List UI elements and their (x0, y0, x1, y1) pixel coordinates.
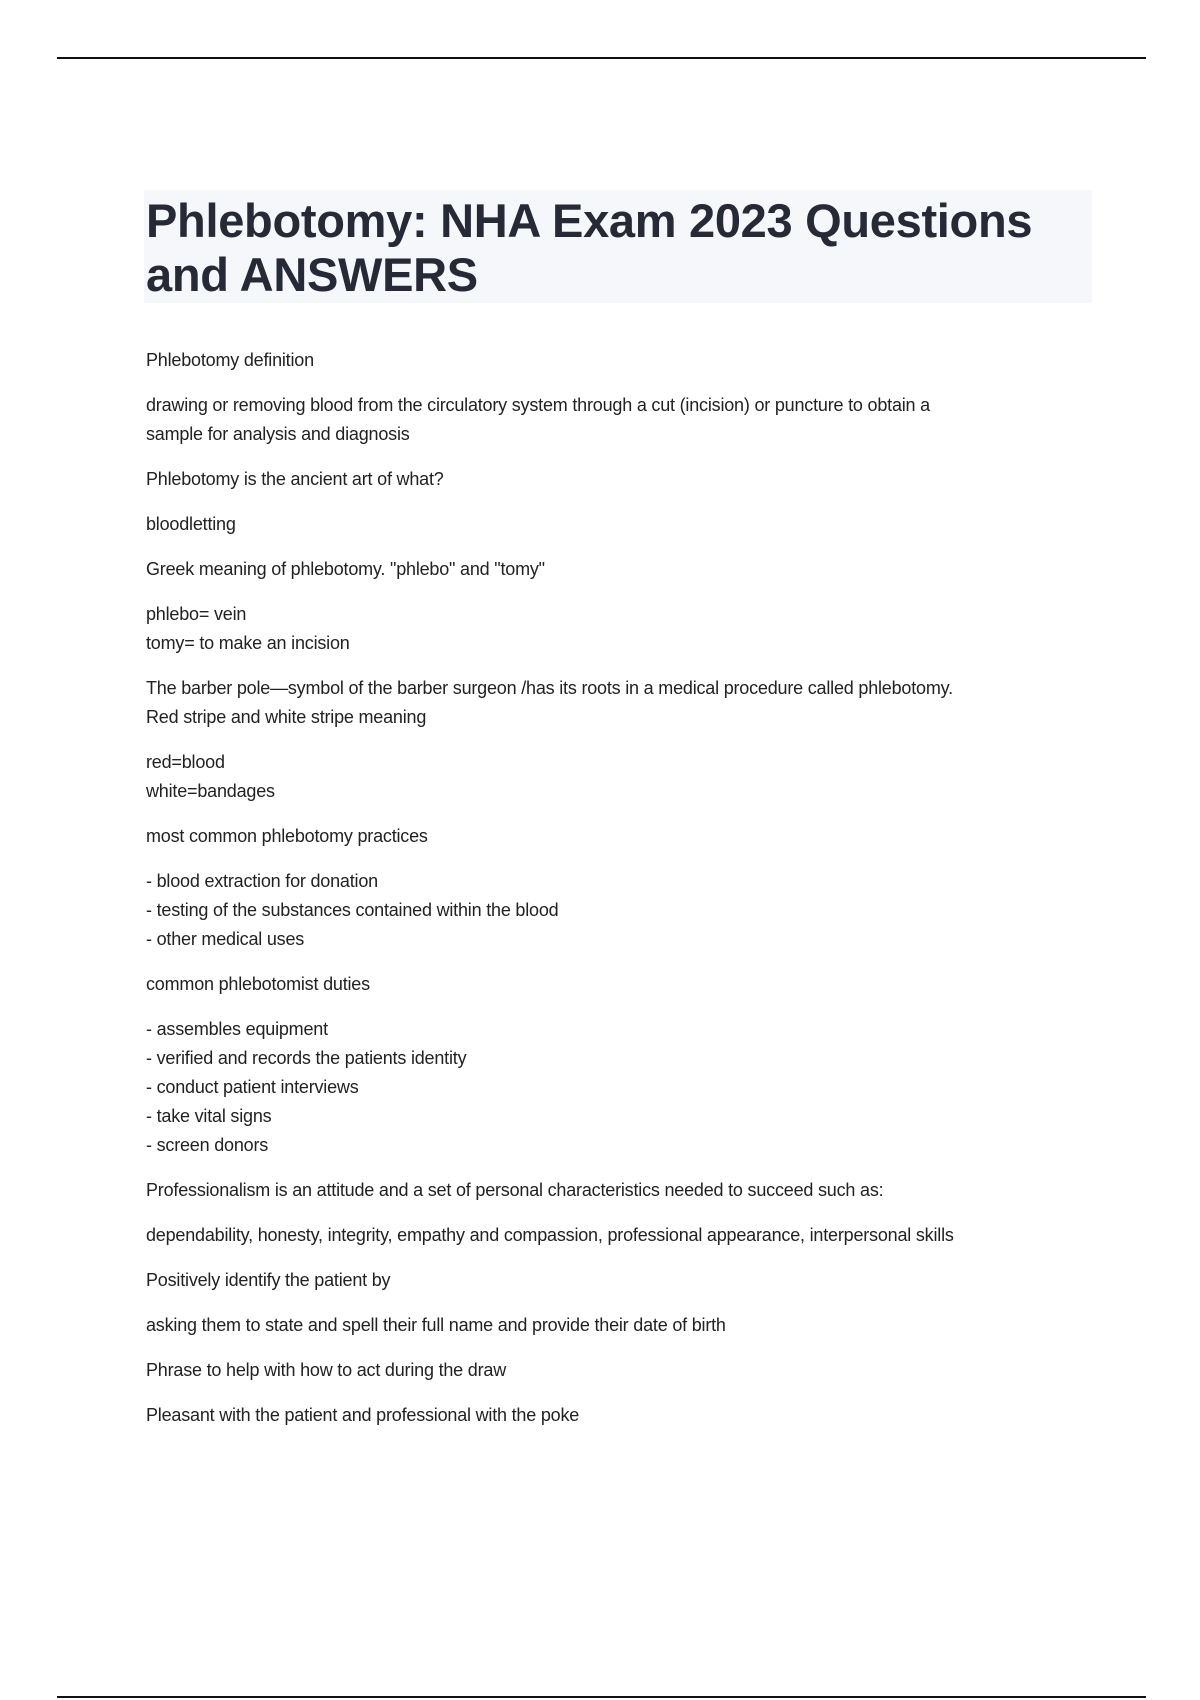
question-paragraph (146, 970, 1106, 999)
question-paragraph (146, 555, 1106, 584)
answer-paragraph (146, 510, 1106, 539)
question-paragraph (146, 346, 1106, 375)
text-line: Phrase to help with how to act during the draw (146, 1360, 507, 1380)
text-line: Professionalism is an attitude and a set of personal characteristics needed to succeed such as: (146, 1180, 884, 1200)
text-line: dependability, honesty, integrity, empathy and compassion, professional appearance, interpersonal skills (146, 1225, 954, 1245)
question-paragraph (146, 1266, 1106, 1295)
text-line: tomy= to make an incision (146, 633, 350, 653)
footer-rule (57, 1696, 1146, 1698)
answer-paragraph (146, 391, 1106, 449)
title-block (144, 190, 1092, 303)
text-line: - conduct patient interviews (146, 1077, 359, 1097)
text-line: bloodletting (146, 514, 236, 534)
text-line: Phlebotomy is the ancient art of what? (146, 469, 444, 489)
answer-paragraph (146, 1401, 1106, 1430)
text-line: white=bandages (146, 781, 275, 801)
text-line: red=blood (146, 752, 225, 772)
text-line: most common phlebotomy practices (146, 826, 428, 846)
text-line: The barber pole—symbol of the barber surgeon /has its roots in a medical procedure called phlebotomy. (146, 678, 953, 698)
header-rule (57, 57, 1146, 59)
text-line: - take vital signs (146, 1106, 272, 1126)
text-line: common phlebotomist duties (146, 974, 370, 994)
title-line: and ANSWERS (146, 248, 478, 301)
text-line: phlebo= vein (146, 604, 247, 624)
text-line: - assembles equipment (146, 1019, 328, 1039)
question-paragraph (146, 1356, 1106, 1385)
text-line: Red stripe and white stripe meaning (146, 707, 427, 727)
text-line: drawing or removing blood from the circulatory system through a cut (incision) or puncture to obtain a (146, 395, 930, 415)
text-line: - testing of the substances contained within the blood (146, 900, 559, 920)
text-line: - other medical uses (146, 929, 305, 949)
text-line: - screen donors (146, 1135, 269, 1155)
document-title (144, 190, 1092, 302)
answer-paragraph (146, 1221, 1106, 1250)
text-line: Phlebotomy definition (146, 350, 314, 370)
text-line: sample for analysis and diagnosis (146, 424, 410, 444)
answer-paragraph (146, 1015, 1106, 1160)
question-paragraph (146, 822, 1106, 851)
document-body (146, 346, 1106, 1446)
question-paragraph (146, 1176, 1106, 1205)
text-line: Greek meaning of phlebotomy. "phlebo" and "tomy" (146, 559, 545, 579)
question-paragraph (146, 674, 1106, 732)
text-line: - verified and records the patients identity (146, 1048, 467, 1068)
answer-paragraph (146, 600, 1106, 658)
text-line: Pleasant with the patient and professional with the poke (146, 1405, 580, 1425)
text-line: - blood extraction for donation (146, 871, 378, 891)
answer-paragraph (146, 867, 1106, 954)
answer-paragraph (146, 1311, 1106, 1340)
text-line: Positively identify the patient by (146, 1270, 391, 1290)
text-line: asking them to state and spell their full name and provide their date of birth (146, 1315, 726, 1335)
title-line: Phlebotomy: NHA Exam 2023 Questions (146, 194, 1033, 247)
question-paragraph (146, 465, 1106, 494)
answer-paragraph (146, 748, 1106, 806)
